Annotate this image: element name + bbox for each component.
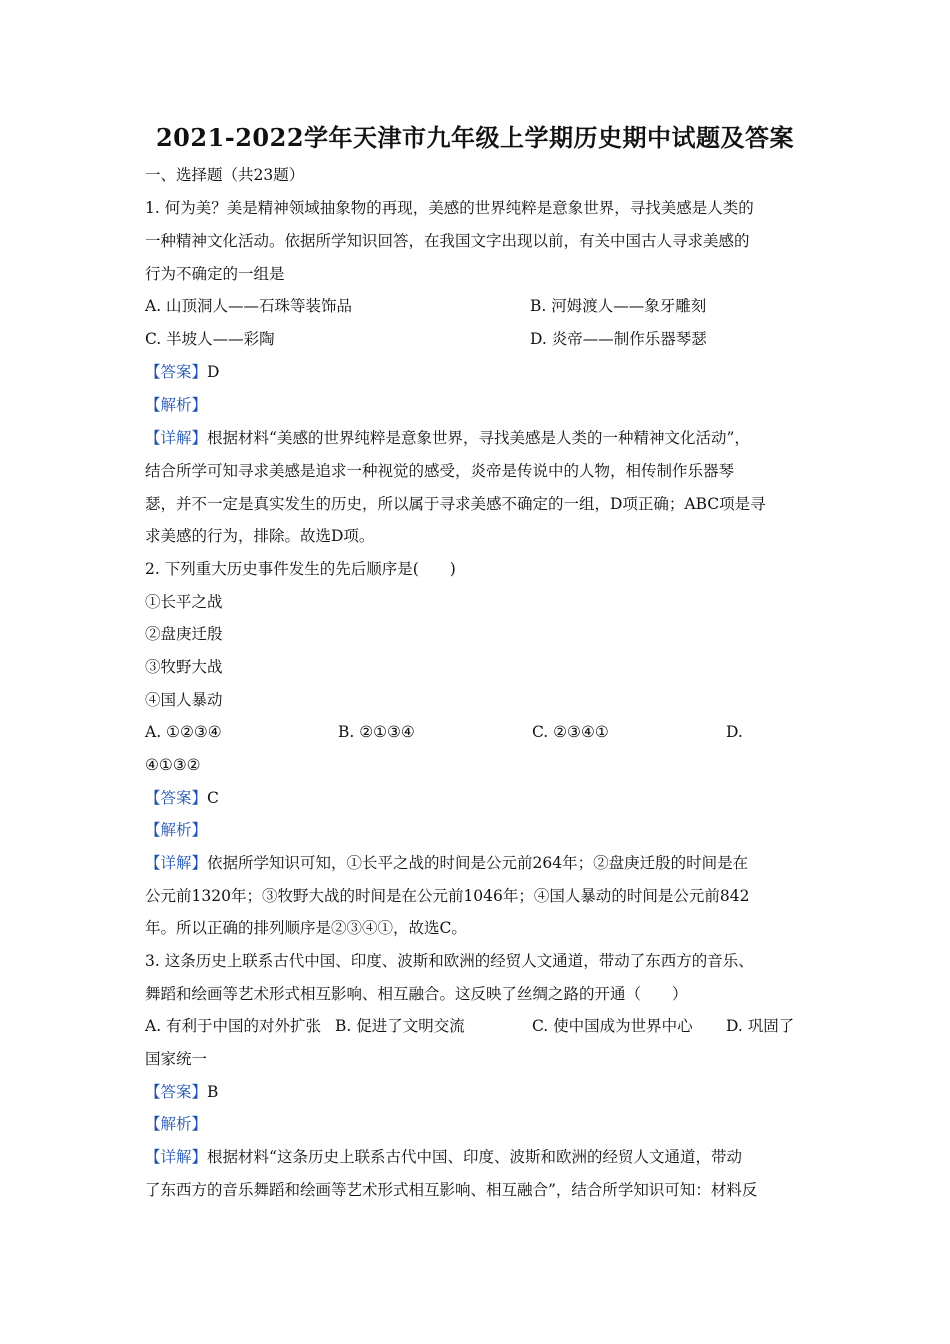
q3-stem-line-2: 舞蹈和绘画等艺术形式相互影响、相互融合。这反映了丝绸之路的开通（ ）	[145, 985, 688, 1003]
q2-detail-line-1: 【详解】依据所学知识可知，①长平之战的时间是公元前264年；②盘庚迁殷的时间是在	[145, 854, 749, 872]
q3-detail-line-2: 了东西方的音乐舞蹈和绘画等艺术形式相互影响、相互融合”，结合所学知识可知：材料反	[145, 1181, 758, 1199]
q2-item-1: ①长平之战	[145, 593, 223, 611]
q3-option-d: D. 巩固了	[726, 1017, 795, 1035]
q1-option-a: A. 山顶洞人——石珠等装饰品	[145, 297, 353, 315]
q3-answer-value: B	[207, 1083, 219, 1101]
q1-answer	[145, 362, 219, 382]
q1-answer-value: D	[207, 363, 220, 381]
q1-option-c: C. 半坡人——彩陶	[145, 330, 275, 348]
q3-option-b: B. 促进了文明交流	[335, 1017, 465, 1035]
q2-item-4: ④国人暴动	[145, 691, 223, 709]
q2-item-2: ②盘庚迁殷	[145, 625, 223, 643]
q1-stem-line-2: 一种精神文化活动。依据所学知识回答，在我国文字出现以前，有关中国古人寻求美感的	[145, 232, 750, 250]
q2-option-d: D.	[726, 723, 743, 741]
q2-option-c: C. ②③④①	[532, 723, 609, 741]
q1-detail-line-3: 瑟，并不一定是真实发生的历史，所以属于寻求美感不确定的一组，D项正确；ABC项是寻	[145, 495, 766, 513]
q1-detail-line-1: 【详解】根据材料“美感的世界纯粹是意象世界，寻找美感是人类的一种精神文化活动”，	[145, 429, 750, 447]
q2-stem: 2. 下列重大历史事件发生的先后顺序是( )	[145, 560, 456, 578]
q3-option-d-cont: 国家统一	[145, 1050, 208, 1068]
q2-option-b: B. ②①③④	[338, 723, 415, 741]
q2-detail-line-3: 年。所以正确的排列顺序是②③④①，故选C。	[145, 919, 467, 937]
q3-detail-line-1: 【详解】根据材料“这条历史上联系古代中国、印度、波斯和欧洲的经贸人文通道，带动	[145, 1148, 742, 1166]
q3-option-a: A. 有利于中国的对外扩张	[145, 1017, 322, 1035]
q1-option-b: B. 河姆渡人——象牙雕刻	[530, 297, 707, 315]
q1-option-d: D. 炎帝——制作乐器琴瑟	[530, 330, 707, 348]
q2-option-a: A. ①②③④	[145, 723, 222, 741]
q1-detail-line-2: 结合所学可知寻求美感是追求一种视觉的感受，炎帝是传说中的人物，相传制作乐器琴	[145, 462, 735, 480]
q1-stem-line-1: 1. 何为美？美是精神领域抽象物的再现，美感的世界纯粹是意象世界，寻找美感是人类的	[145, 199, 754, 217]
q2-analysis-tag: 【解析】	[145, 821, 208, 839]
q2-detail-line-2: 公元前1320年；③牧野大战的时间是在公元前1046年；④国人暴动的时间是公元前842	[145, 887, 750, 905]
q1-detail-line-4: 求美感的行为，排除。故选D项。	[145, 527, 375, 545]
q2-answer-value: C	[207, 789, 219, 807]
answer-tag: 【答案】	[145, 363, 208, 381]
page-title: 2021-2022学年天津市九年级上学期历史期中试题及答案	[155, 123, 795, 152]
q1-analysis-tag: 【解析】	[145, 396, 208, 414]
q2-answer: 【答案】C	[145, 789, 219, 807]
q3-analysis-tag: 【解析】	[145, 1115, 208, 1133]
q1-stem-line-3: 行为不确定的一组是	[145, 265, 285, 283]
q3-answer: 【答案】B	[145, 1083, 219, 1101]
q2-option-d-cont: ④①③②	[145, 756, 201, 774]
q3-option-c: C. 使中国成为世界中心	[532, 1017, 693, 1035]
q2-item-3: ③牧野大战	[145, 658, 223, 676]
section-heading: 一、选择题（共23题）	[145, 166, 305, 184]
q3-stem-line-1: 3. 这条历史上联系古代中国、印度、波斯和欧洲的经贸人文通道，带动了东西方的音乐、	[145, 952, 754, 970]
